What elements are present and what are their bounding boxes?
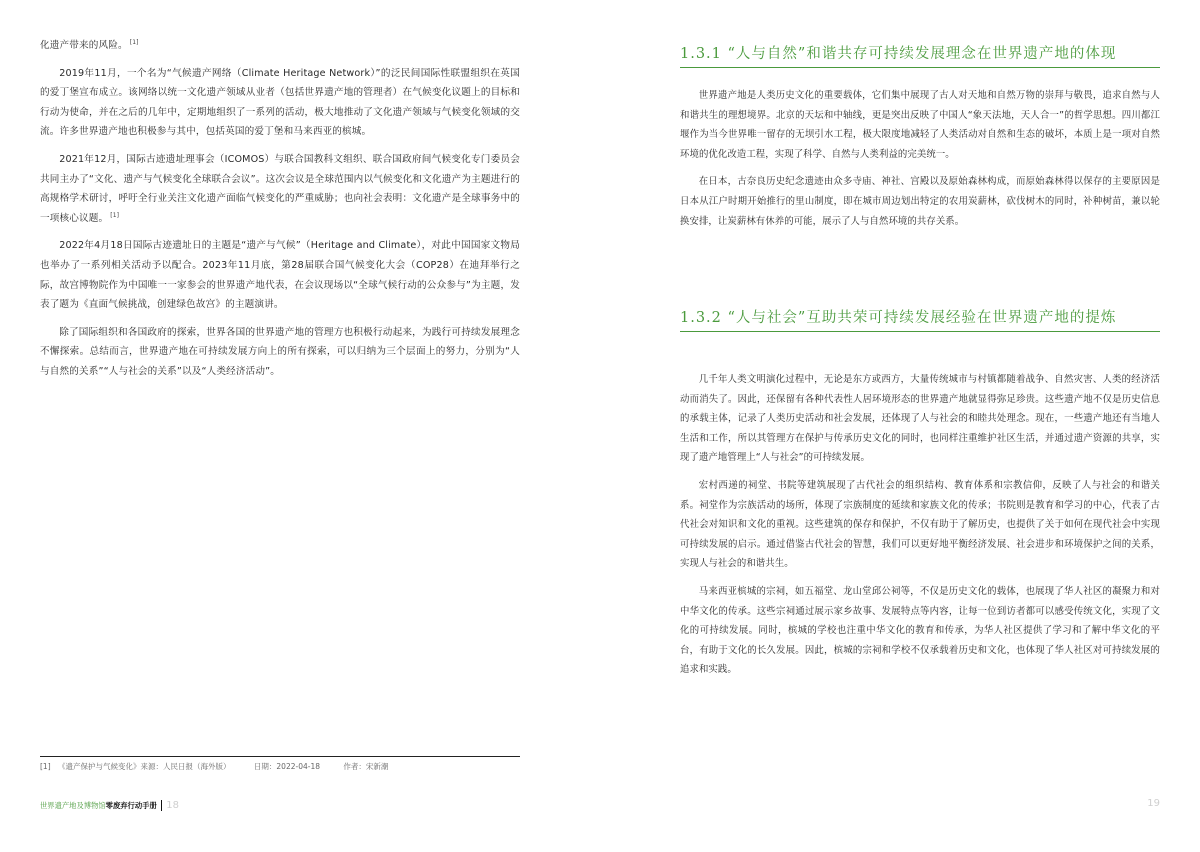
footer-series-subtitle: 零废弃行动手册 [105, 800, 157, 810]
section-1-3-2-body [680, 370, 1160, 688]
section-heading-1-3-1: 1.3.1 “人与自然”和谐共存可持续发展理念在世界遗产地的体现 [680, 42, 1160, 68]
right-paragraph-5: 马来西亚槟城的宗祠，如五福堂、龙山堂邱公祠等，不仅是历史文化的载体，也展现了华人社区的凝聚力和对中华文化的传承。这些宗祠通过展示家乡故事、发展特点等内容，让每一位到访者都可以感受传统文化，实现了文化的可持续发展。同时，槟城的学校也注重中华文化的教育和传承，为华人社区提供了学习和了解中华文化的平台，有助于文化的长久发展。因此，槟城的宗祠和学校不仅承载着历史和文化，也体现了华人社区对可持续发展的追求和实践。 [680, 585, 1160, 676]
footnote [40, 761, 393, 772]
footnote-mark: [1] [129, 38, 139, 46]
footer-divider [161, 800, 163, 811]
right-paragraph-2: 在日本，古奈良历史纪念遗迹由众多寺庙、神社、宫殿以及原始森林构成，而原始森林得以保存的主要原因是日本从江户时期开始推行的里山制度，即在城市周边划出特定的农用炭薪林，砍伐树木的同时，补种树苗，兼以轮换安排，让炭薪林有休养的可能，展示了人与自然环境的共存关系。 [680, 176, 1160, 227]
page-number-right: 19 [1147, 798, 1160, 809]
section-heading-1-3-2: 1.3.2 “人与社会”互助共荣可持续发展经验在世界遗产地的提炼 [680, 306, 1160, 332]
footnote-author: 作者：宋新潮 [343, 762, 389, 771]
footnote-source: 《遗产保护与气候变化》来源：人民日报（海外版） [58, 762, 231, 771]
left-paragraph-2: 2019年11月，一个名为“气候遗产网络（Climate Heritage Network）”的泛民间国际性联盟组织在英国的爱丁堡宣布成立。该网络以统一文化遗产领域从业者（包括世界遗产地的管理者）在气候变化议题上的目标和行动为使命，并在之后的几年中，定期地组织了一系列的活动，极大地推动了文化遗产领域与气候变化领域的交流。许多世界遗产地也积极参与其中，包括英国的爱丁堡和马来西亚的槟城。 [40, 67, 520, 138]
left-paragraph-5: 除了国际组织和各国政府的探索，世界各国的世界遗产地的管理方也积极行动起来，为践行可持续发展理念不懈探索。总结而言，世界遗产地在可持续发展方向上的所有探索，可以归纳为三个层面上的努力，分别为“人与自然的关系”“人与社会的关系”以及“人类经济活动”。 [40, 326, 520, 377]
footer-series-title: 世界遗产地及博物馆 [40, 800, 106, 810]
right-paragraph-3: 几千年人类文明演化过程中，无论是东方或西方，大量传统城市与村镇都随着战争、自然灾害、人类的经济活动而消失了。因此，还保留有各种代表性人居环境形态的世界遗产地就显得弥足珍贵。这些遗产地不仅是历史信息的承载主体，记录了人类历史活动和社会发展，还体现了人与社会的和睦共处理念。现在，一些遗产地还有当地人生活和工作，所以其管理方在保护与传承历史文化的同时，也同样注重维护社区生活，并通过遗产资源的共享，实现了遗产地管理上“人与社会”的可持续发展。 [680, 374, 1160, 464]
page-number-left: 18 [166, 800, 179, 811]
left-paragraph-4: 2022年4月18日国际古迹遗址日的主题是“遗产与气候”（Heritage and Climate），对此中国国家文物局也举办了一系列相关活动予以配合。2023年11月底，第28届联合国气候变化大会（COP28）在迪拜举行之际，故宫博物院作为中国唯一一家参会的世界遗产地代表，在会议现场以“全球气候行动的公众参与”为主题，发表了题为《直面气候挑战，创建绿色故宫》的主题演讲。 [40, 240, 520, 311]
left-paragraph-1: 化遗产带来的风险。 [1] [40, 38, 139, 51]
left-paragraph-3: 2021年12月，国际古迹遗址理事会（ICOMOS）与联合国教科文组织、联合国政府间气候变化专门委员会共同主办了“文化、遗产与气候变化全球联合会议”。这次会议是全球范围内以气候变化和文化遗产为主题进行的高规格学术研讨，呼吁全行业关注文化遗产面临气候变化的严重威胁；也向社会表明：文化遗产是全球事务中的一项核心议题。 [1] [40, 153, 520, 224]
right-paragraph-1: 世界遗产地是人类历史文化的重要载体，它们集中展现了古人对天地和自然万物的崇拜与敬畏，追求自然与人和谐共生的理想境界。北京的天坛和中轴线，更是突出反映了中国人“象天法地，天人合一”的哲学思想。四川都江堰作为当今世界唯一留存的无坝引水工程，极大限度地减轻了人类活动对自然和生态的破坏，本质上是一项对自然环境的优化改造工程，实现了科学、自然与人类利益的完美统一。 [680, 90, 1160, 160]
page-footer-left [40, 800, 179, 811]
footnote-number: [1] [40, 762, 51, 771]
section-1-3-1-body [680, 86, 1160, 239]
footnote-date: 日期：2022-04-18 [253, 762, 320, 771]
footnote-mark: [1] [110, 211, 120, 219]
left-body-text [40, 36, 520, 390]
footnote-divider [40, 756, 520, 757]
right-paragraph-4: 宏村西递的祠堂、书院等建筑展现了古代社会的组织结构、教育体系和宗教信仰，反映了人与社会的和谐关系。祠堂作为宗族活动的场所，体现了宗族制度的延续和家族文化的传承；书院则是教育和学习的中心，代表了古代社会对知识和文化的重视。这些建筑的保存和保护，不仅有助于了解历史，也提供了关于如何在现代社会中实现可持续发展的启示。通过借鉴古代社会的智慧，我们可以更好地平衡经济发展、社会进步和环境保护之间的关系，实现人与社会的和谐共生。 [680, 479, 1160, 570]
right-page [600, 0, 1200, 852]
